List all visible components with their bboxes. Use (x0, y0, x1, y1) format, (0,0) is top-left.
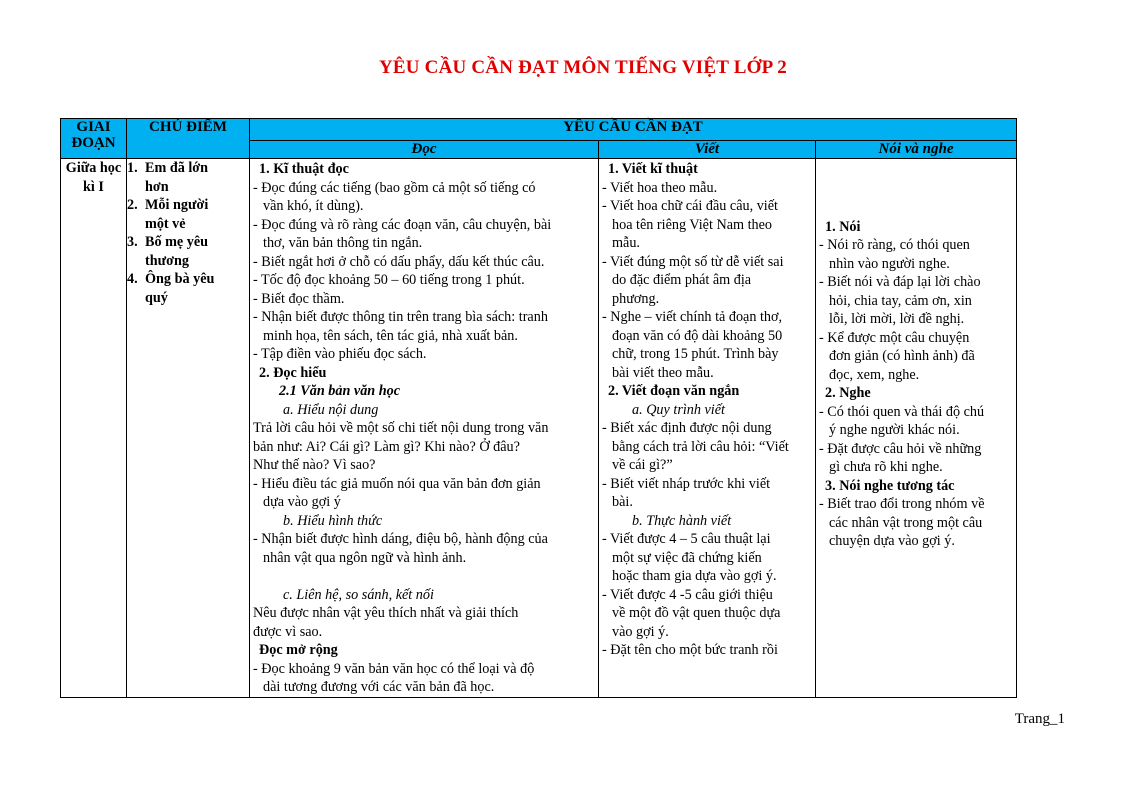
theme-item (127, 159, 249, 196)
reading-line: nhân vật qua ngôn ngữ và hình ảnh. (263, 549, 467, 566)
header-stage: GIAI ĐOẠN (61, 119, 127, 159)
theme-text: Em đã lớn hơn (145, 160, 209, 195)
writing-line: hoặc tham gia dựa vào gợi ý. (612, 568, 777, 584)
writing-line: - Viết được 4 – 5 câu thuật lại (602, 531, 771, 547)
writing-requirements (599, 159, 815, 660)
writing-line: - Viết hoa chữ cái đầu câu, viết (602, 198, 778, 214)
reading-line: c. Liên hệ, so sánh, kết nối (283, 586, 434, 603)
reading-line: 2. Đọc hiểu (259, 364, 327, 381)
reading-line: vần khó, ít dùng). (263, 198, 364, 214)
document-title: YÊU CẦU CẦN ĐẠT MÔN TIẾNG VIỆT LỚP 2 (378, 57, 788, 78)
speaking-line: đơn giản (có hình ảnh) đã (829, 348, 975, 365)
reading-line (253, 567, 596, 586)
writing-line: - Viết đúng một số từ dễ viết sai (602, 253, 784, 270)
header-reading: Đọc (250, 141, 599, 159)
requirements-table (60, 118, 1017, 698)
reading-line: dựa vào gợi ý (263, 494, 341, 510)
reading-line: Như thế nào? Vì sao? (253, 457, 376, 473)
speaking-line: - Nói rõ ràng, có thói quen (819, 237, 970, 254)
header-theme: CHỦ ĐIỂM (127, 119, 250, 159)
reading-line: Nêu được nhân vật yêu thích nhất và giải thích (253, 605, 519, 621)
writing-line: về một đồ vật quen thuộc dựa (612, 605, 781, 621)
speaking-line: 1. Nói (825, 218, 861, 235)
speaking-line: các nhân vật trong một câu (829, 514, 983, 531)
writing-line: - Đặt tên cho một bức tranh rồi (602, 642, 778, 658)
reading-line: - Biết đọc thầm. (253, 290, 345, 307)
page-number: Trang_1 (1014, 711, 1065, 727)
writing-line: một sự việc đã chứng kiến (612, 549, 762, 566)
speaking-line: lỗi, lời mời, lời đề nghị. (829, 311, 965, 328)
speaking-line: - Biết nói và đáp lại lời chào (819, 274, 981, 291)
writing-line: - Nghe – viết chính tả đoạn thơ, (602, 309, 783, 325)
writing-cell (599, 159, 816, 698)
reading-line: bản như: Ai? Cái gì? Làm gì? Khi nào? Ở đâu? (253, 438, 520, 455)
writing-line: bài viết theo mẫu. (612, 364, 714, 381)
reading-line: - Đọc khoảng 9 văn bản văn học có thể loại và độ (253, 660, 535, 677)
writing-line: do đặc điểm phát âm địa (612, 272, 752, 288)
reading-line: dài tương đương với các văn bản đã học. (263, 679, 495, 695)
theme-text: Mỗi người một vẻ (145, 197, 209, 232)
theme-number: 3. (127, 234, 138, 250)
writing-line: mẫu. (612, 235, 640, 251)
reading-line: được vì sao. (253, 623, 323, 640)
stage-cell: Giữa học kì I (61, 159, 127, 698)
reading-line: - Tốc độ đọc khoảng 50 – 60 tiếng trong 1 phút. (253, 272, 525, 288)
reading-requirements (250, 159, 598, 697)
reading-line: - Nhận biết được hình dáng, điệu bộ, hành động của (253, 531, 548, 547)
writing-line: vào gợi ý. (612, 623, 669, 640)
speaking-line: nhìn vào người nghe. (829, 255, 950, 272)
reading-line: - Tập điền vào phiếu đọc sách. (253, 346, 427, 362)
themes-list (127, 159, 249, 307)
writing-line: hoa tên riêng Việt Nam theo (612, 216, 773, 233)
reading-line: - Biết ngắt hơi ở chỗ có dấu phẩy, dấu kết thúc câu. (253, 253, 545, 270)
reading-cell (250, 159, 599, 698)
theme-text: Ông bà yêu quý (145, 271, 215, 306)
reading-line: a. Hiểu nội dung (283, 401, 379, 418)
speaking-line: gì chưa rõ khi nghe. (829, 459, 943, 476)
reading-line: - Đọc đúng các tiếng (bao gồm cả một số tiếng có (253, 179, 536, 196)
theme-number: 4. (127, 271, 138, 287)
writing-line: về cái gì?” (612, 457, 673, 473)
reading-line: - Hiểu điều tác giả muốn nói qua văn bản đơn giản (253, 475, 541, 492)
writing-line: - Biết viết nháp trước khi viết (602, 475, 771, 492)
writing-line: đoạn văn có độ dài khoảng 50 (612, 327, 783, 344)
reading-line: 1. Kĩ thuật đọc (259, 161, 349, 177)
writing-line: 1. Viết kĩ thuật (608, 161, 698, 177)
reading-line: 2.1 Văn bản văn học (279, 383, 401, 399)
header-writing: Viết (599, 141, 816, 159)
header-speaking: Nói và nghe (816, 141, 1017, 159)
theme-item (127, 270, 249, 307)
writing-line: bằng cách trả lời câu hỏi: “Viết (612, 438, 789, 455)
speaking-line: ý nghe người khác nói. (829, 422, 960, 439)
themes-cell (127, 159, 250, 698)
reading-line: b. Hiểu hình thức (283, 512, 383, 529)
writing-line: chữ, trong 15 phút. Trình bày (612, 346, 779, 362)
writing-line: - Viết được 4 -5 câu giới thiệu (602, 586, 773, 603)
speaking-line: 2. Nghe (825, 385, 871, 402)
speaking-cell (816, 159, 1017, 698)
speaking-line: - Đặt được câu hỏi về những (819, 440, 982, 457)
speaking-line: chuyện dựa vào gợi ý. (829, 533, 955, 550)
speaking-line: đọc, xem, nghe. (829, 366, 920, 383)
writing-line: - Biết xác định được nội dung (602, 420, 772, 436)
reading-line: - Nhận biết được thông tin trên trang bìa sách: tranh (253, 309, 548, 325)
writing-line: a. Quy trình viết (632, 401, 725, 418)
theme-item (127, 233, 249, 270)
header-requirements: YÊU CẦU CẦN ĐẠT (250, 119, 1017, 141)
reading-line: thơ, văn bản thông tin ngắn. (263, 235, 423, 251)
speaking-line: - Có thói quen và thái độ chú (819, 403, 985, 420)
speaking-line: hỏi, chia tay, cảm ơn, xin (829, 292, 972, 309)
writing-line: 2. Viết đoạn văn ngắn (608, 383, 740, 399)
speaking-line: 3. Nói nghe tương tác (825, 477, 955, 494)
speaking-requirements (816, 217, 1016, 639)
writing-line: bài. (612, 494, 633, 510)
speaking-line: - Kể được một câu chuyện (819, 329, 970, 346)
writing-line: phương. (612, 290, 660, 307)
theme-item (127, 196, 249, 233)
speaking-line: - Biết trao đổi trong nhóm về (819, 496, 985, 513)
reading-line: Đọc mở rộng (259, 642, 338, 658)
theme-number: 2. (127, 197, 138, 213)
theme-number: 1. (127, 160, 138, 176)
theme-text: Bố mẹ yêu thương (145, 234, 209, 269)
reading-line: minh họa, tên sách, tên tác giả, nhà xuất bản. (263, 327, 518, 344)
reading-line: Trả lời câu hỏi về một số chi tiết nội dung trong văn (253, 420, 549, 436)
reading-line: - Đọc đúng và rõ ràng các đoạn văn, câu chuyện, bài (253, 216, 552, 233)
writing-line: - Viết hoa theo mẫu. (602, 179, 718, 196)
writing-line: b. Thực hành viết (632, 512, 732, 529)
